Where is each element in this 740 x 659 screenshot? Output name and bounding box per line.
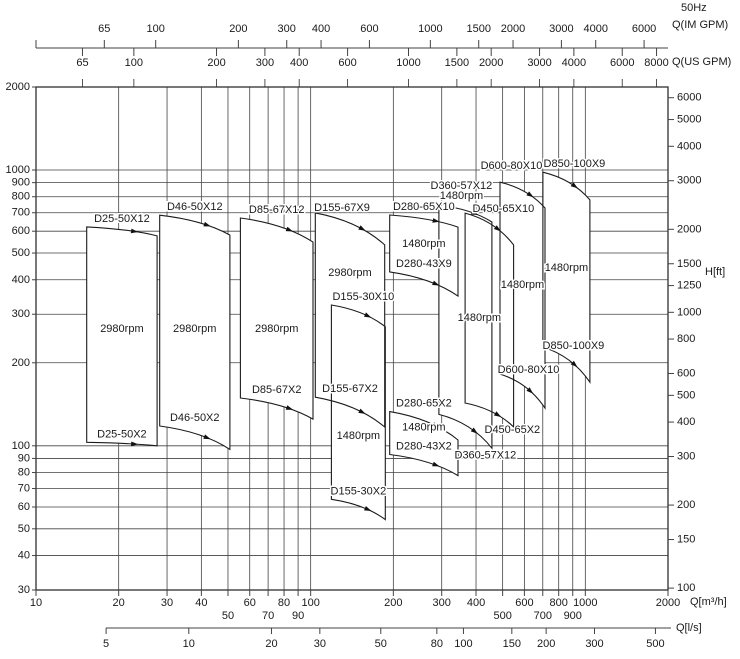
im-gpm-tick-label: 200 [229,23,248,35]
q-ls-tick-label: 30 [313,638,326,650]
us-gpm-tick-label: 400 [290,57,309,69]
us-gpm-tick-label: 8000 [644,57,669,69]
h-m-tick-label: 100 [11,439,30,452]
rpm-label: 2980rpm [173,322,217,335]
top-flow-axis [36,2,731,87]
q-ls-tick-label: 300 [585,638,604,650]
h-m-tick-label: 40 [17,549,30,562]
pump-model-label-bottom: D850-100X9 [542,340,605,353]
us-gpm-tick-label: 600 [338,57,357,69]
h-ft-tick-label: 1000 [677,306,702,319]
pump-model-label-bottom: D155-67X2 [322,383,378,396]
head-ft-axis [668,92,725,594]
im-gpm-tick-label: 2000 [500,23,526,35]
h-ft-tick-label: 3000 [677,174,702,187]
rpm-label: 1480rpm [402,421,446,434]
us-gpm-tick-label: 100 [124,57,144,69]
im-gpm-tick-label: 1000 [418,23,443,35]
h-m-tick-label: 700 [11,206,30,219]
q-m3h-tick-label: 70 [261,610,275,622]
pump-model-label-top: D25-50X12 [94,212,150,225]
pump-model-label-bottom: D85-67X2 [251,384,302,397]
h-m-tick-label: 1000 [5,164,30,177]
pump-model-label-bottom: D25-50X2 [97,428,147,441]
q-m3h-tick-label: 300 [432,597,451,609]
pump-model-label-bottom: D600-80X10 [497,364,560,377]
pump-model-label-bottom: D155-30X2 [330,485,387,498]
im-gpm-tick-label: 3000 [549,23,574,35]
flow-ls-axis [103,622,702,650]
h-ft-tick-label: 300 [677,450,696,463]
pump-model-label-top: D155-30X10 [332,291,395,304]
flow-direction-marker [203,222,210,227]
im-gpm-tick-label: 1500 [466,23,491,35]
q-ls-tick-label: 50 [374,638,387,650]
h-ft-tick-label: 100 [677,582,696,595]
q-m3h-tick-label: 60 [243,597,256,609]
im-gpm-tick-label: 65 [98,23,111,35]
rpm-label: 1480rpm [439,189,484,202]
im-gpm-tick-label: 100 [146,23,165,35]
q-ls-axis-label: Q[l/s] [676,622,702,634]
q-ls-tick-label: 5 [103,638,110,650]
h-ft-tick-label: 1500 [677,257,702,270]
h-ft-tick-label: 150 [677,533,696,546]
pump-envelope-fill [87,227,157,446]
us-gpm-tick-label: 200 [207,57,226,69]
h-ft-tick-label: 500 [677,389,696,402]
us-gpm-tick-label: 65 [76,57,89,69]
q-m3h-tick-label: 30 [160,597,174,609]
q-m3h-tick-label: 700 [533,610,552,622]
pump-model-label-top: D280-65X10 [392,200,455,213]
q-m3h-tick-label: 400 [466,597,486,609]
h-ft-tick-label: 800 [677,333,696,346]
rpm-label: 1480rpm [500,279,545,292]
im-gpm-tick-label: 4000 [583,23,608,35]
us-gpm-tick-label: 3000 [527,57,552,69]
pump-model-label-bottom: D46-50X2 [169,411,220,424]
flow-direction-marker [286,227,293,232]
h-ft-tick-label: 4000 [677,140,702,153]
h-m-tick-label: 800 [11,190,30,203]
q-ls-tick-label: 10 [182,638,195,650]
q-m3h-tick-label: 50 [221,610,235,622]
rpm-label: 1480rpm [544,262,589,275]
rpm-label: 2980rpm [100,323,144,336]
q-m3h-tick-label: 90 [291,610,305,622]
frequency-label: 50Hz [681,2,707,14]
q-m3h-tick-label: 800 [549,597,568,609]
q-ls-tick-label: 200 [536,638,556,650]
h-m-tick-label: 900 [11,176,30,189]
h-m-tick-label: 50 [17,522,30,535]
im-gpm-axis-label: Q(IM GPM) [672,19,729,31]
im-gpm-tick-label: 600 [360,23,379,35]
head-m-axis [6,81,36,596]
rpm-label: 2980rpm [255,323,299,336]
h-ft-tick-label: 1250 [677,279,702,292]
h-m-tick-label: 60 [17,500,30,513]
h-m-tick-label: 70 [17,482,30,495]
q-m3h-tick-label: 900 [563,610,582,622]
pump-model-label-top: D360-57X12 [430,179,493,192]
h-m-tick-label: 90 [17,452,30,465]
q-ls-tick-label: 20 [265,638,278,650]
q-ls-tick-label: 150 [502,638,521,650]
h-m-tick-label: 80 [17,466,30,479]
us-gpm-tick-label: 300 [255,57,275,69]
rpm-label: 2980rpm [328,266,372,279]
pump-model-label-top: D155-67X9 [314,201,370,214]
pump-model-label-top: D85-67X12 [248,203,305,216]
h-ft-tick-label: 5000 [677,113,702,126]
pump-model-label-top: D850-100X9 [543,158,606,171]
im-gpm-tick-label: 300 [277,23,296,35]
h-m-tick-label: 300 [11,308,30,321]
h-m-tick-label: 2000 [5,81,30,93]
pump-model-label-bottom: D280-43X9 [396,257,452,270]
h-ft-tick-label: 200 [677,499,696,512]
q-m3h-tick-label: 500 [493,610,512,622]
h-m-tick-label: 400 [11,273,30,286]
pump-model-label-top: D600-80X10 [480,160,543,173]
q-m3h-tick-label: 40 [195,597,208,609]
q-m3h-tick-label: 600 [515,597,534,609]
h-ft-axis-label: H[ft] [705,266,726,278]
h-m-tick-label: 30 [17,584,30,596]
q-m3h-tick-label: 200 [384,597,403,609]
h-m-tick-label: 200 [11,356,30,369]
h-ft-tick-label: 400 [677,416,696,429]
pump-model-label-bottom: D280-43X2 [396,440,452,453]
pump-envelope-fills [87,172,590,519]
pump-model-label-top: D450-65X10 [472,203,535,216]
pump-model-label-bottom: D360-57X12 [454,449,517,462]
q-m3h-tick-label: 20 [112,597,125,609]
pump-model-label-top: D280-65X2 [396,397,452,410]
im-gpm-tick-label: 400 [311,23,331,35]
us-gpm-tick-label: 1000 [396,57,421,69]
q-ls-tick-label: 80 [430,638,443,650]
rpm-label: 1480rpm [402,238,446,251]
q-m3h-tick-label: 1000 [573,597,598,609]
us-gpm-tick-label: 4000 [561,57,587,69]
h-m-tick-label: 500 [11,247,30,260]
us-gpm-tick-label: 2000 [478,57,504,69]
q-m3h-tick-label: 2000 [655,597,681,609]
us-gpm-axis-label: Q(US GPM) [672,56,732,68]
pump-model-label-bottom: D450-65X2 [484,423,541,436]
q-m3h-tick-label: 10 [29,597,43,609]
pump-model-label-top: D46-50X12 [166,201,223,214]
q-m3h-tick-label: 80 [277,597,291,609]
h-ft-tick-label: 6000 [677,91,702,104]
q-m3h-tick-label: 100 [301,597,320,609]
rpm-label: 1480rpm [336,430,381,443]
h-ft-tick-label: 600 [677,367,696,380]
h-ft-tick-label: 2000 [677,223,702,236]
us-gpm-tick-label: 6000 [609,57,635,69]
flow-m3h-axis [30,590,727,622]
q-ls-tick-label: 100 [454,638,473,650]
q-ls-tick-label: 500 [646,638,665,650]
h-m-tick-label: 600 [11,225,30,238]
us-gpm-tick-label: 1500 [444,57,470,69]
q-m3h-axis-label: Q[m³/h] [690,596,727,608]
im-gpm-tick-label: 6000 [631,23,657,35]
rpm-label: 1480rpm [457,312,502,325]
